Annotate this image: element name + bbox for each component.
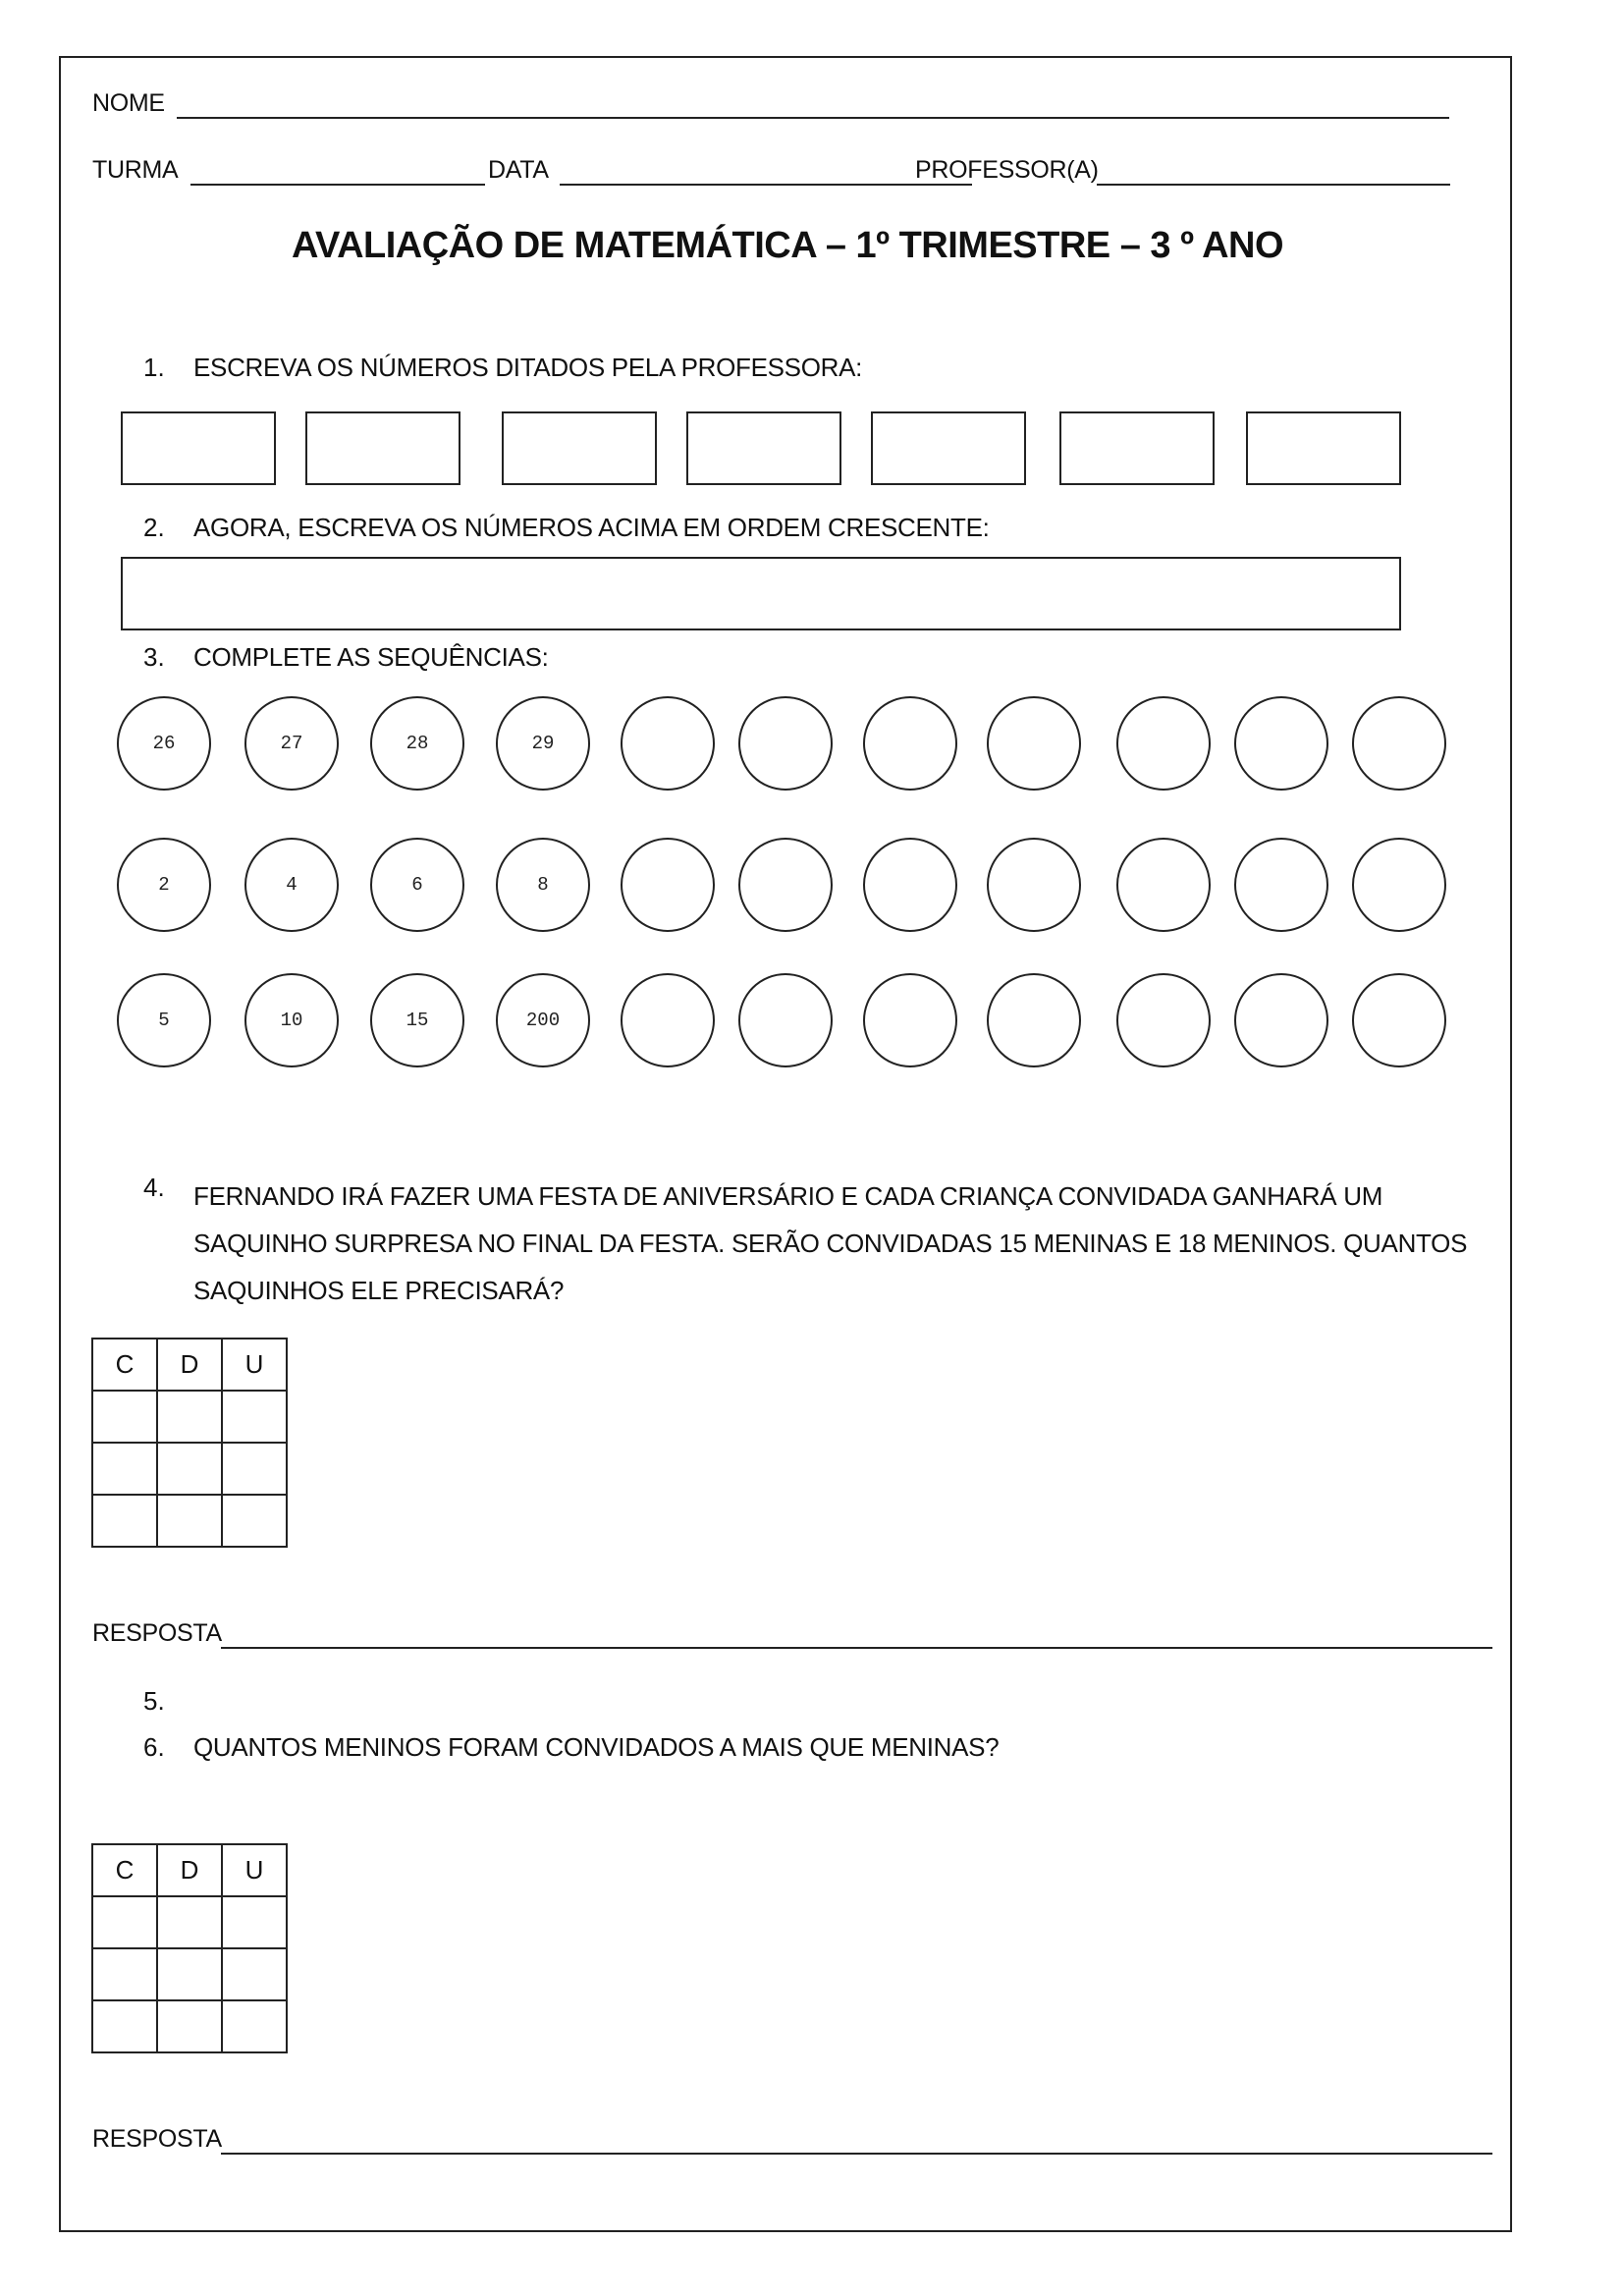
q6-text: QUANTOS MENINOS FORAM CONVIDADOS A MAIS QUE MENINAS?	[193, 1732, 1000, 1762]
date-field[interactable]	[560, 184, 972, 186]
q6-cell[interactable]	[157, 1948, 222, 2000]
sequence-1-cell-11[interactable]	[1352, 696, 1446, 791]
sequence-3-cell-11[interactable]	[1352, 973, 1446, 1067]
sequence-2-cell-2: 4	[244, 838, 339, 932]
q6-cell[interactable]	[222, 1948, 287, 2000]
sequence-1-cell-2: 27	[244, 696, 339, 791]
test-sheet	[59, 56, 1512, 2232]
q4-cell[interactable]	[157, 1391, 222, 1443]
dictation-box-7[interactable]	[1246, 411, 1401, 485]
q4-cell[interactable]	[92, 1495, 157, 1547]
q4-header-c: C	[92, 1339, 157, 1391]
q6-cell[interactable]	[92, 1948, 157, 2000]
q4-number: 4.	[143, 1173, 165, 1202]
sequence-2-cell-11[interactable]	[1352, 838, 1446, 932]
q4-cell[interactable]	[92, 1391, 157, 1443]
sequence-3-cell-6[interactable]	[738, 973, 833, 1067]
q4-cell[interactable]	[222, 1495, 287, 1547]
date-label: DATA	[488, 156, 549, 184]
dictation-box-5[interactable]	[871, 411, 1026, 485]
q6-cell[interactable]	[222, 2000, 287, 2052]
q2-text: AGORA, ESCREVA OS NÚMEROS ACIMA EM ORDEM CRESCENTE:	[193, 513, 990, 542]
q6-cell[interactable]	[92, 1896, 157, 1948]
q4-cell[interactable]	[222, 1443, 287, 1495]
q4-cell[interactable]	[92, 1443, 157, 1495]
sequence-2-cell-6[interactable]	[738, 838, 833, 932]
sequence-1-cell-7[interactable]	[863, 696, 957, 791]
sequence-3-cell-3: 15	[370, 973, 464, 1067]
sequence-1-cell-10[interactable]	[1234, 696, 1328, 791]
sequence-1-cell-8[interactable]	[987, 696, 1081, 791]
teacher-field[interactable]	[1097, 184, 1450, 186]
q4-text: FERNANDO IRÁ FAZER UMA FESTA DE ANIVERSÁRIO E CADA CRIANÇA CONVIDADA GANHARÁ UM SAQUINHO SURPRESA NO FINAL DA FESTA. SERÃO CONVIDADAS 15 MENINAS E 18 MENINOS. QUANTOS SAQUINHOS ELE PRECISARÁ?	[193, 1181, 1468, 1305]
page-title: AVALIAÇÃO DE MATEMÁTICA – 1º TRIMESTRE – 3 º ANO	[291, 225, 1284, 266]
ascending-order-box[interactable]	[121, 557, 1401, 630]
sequence-1-cell-5[interactable]	[621, 696, 715, 791]
q4-answer-field[interactable]	[221, 1647, 1492, 1649]
q4-place-value-table	[91, 1338, 288, 1548]
q6-number: 6.	[143, 1732, 165, 1762]
q4-cell[interactable]	[222, 1391, 287, 1443]
q4-answer-label: RESPOSTA	[92, 1619, 222, 1647]
q3-text: COMPLETE AS SEQUÊNCIAS:	[193, 642, 549, 672]
name-label: NOME	[92, 89, 165, 117]
sequence-3-cell-7[interactable]	[863, 973, 957, 1067]
teacher-label: PROFESSOR(A)	[915, 156, 1099, 184]
sequence-1-cell-4: 29	[496, 696, 590, 791]
sequence-2-cell-5[interactable]	[621, 838, 715, 932]
q6-answer-field[interactable]	[221, 2153, 1492, 2155]
q6-cell[interactable]	[92, 2000, 157, 2052]
name-field[interactable]	[177, 117, 1449, 119]
q4-cell[interactable]	[157, 1443, 222, 1495]
sequence-2-cell-4: 8	[496, 838, 590, 932]
dictation-box-1[interactable]	[121, 411, 276, 485]
sequence-2-cell-1: 2	[117, 838, 211, 932]
q3-number: 3.	[143, 642, 165, 672]
q6-header-c: C	[92, 1844, 157, 1896]
sequence-3-cell-8[interactable]	[987, 973, 1081, 1067]
q4-header-u: U	[222, 1339, 287, 1391]
sequence-2-cell-9[interactable]	[1116, 838, 1211, 932]
q4-header-d: D	[157, 1339, 222, 1391]
q2-number: 2.	[143, 513, 165, 542]
sequence-1-cell-6[interactable]	[738, 696, 833, 791]
dictation-box-4[interactable]	[686, 411, 841, 485]
q1-text: ESCREVA OS NÚMEROS DITADOS PELA PROFESSORA:	[193, 353, 863, 382]
sequence-1-cell-9[interactable]	[1116, 696, 1211, 791]
q6-answer-label: RESPOSTA	[92, 2125, 222, 2153]
sequence-2-cell-3: 6	[370, 838, 464, 932]
sequence-3-cell-10[interactable]	[1234, 973, 1328, 1067]
sequence-2-cell-10[interactable]	[1234, 838, 1328, 932]
sequence-3-cell-9[interactable]	[1116, 973, 1211, 1067]
q6-header-u: U	[222, 1844, 287, 1896]
dictation-box-2[interactable]	[305, 411, 460, 485]
class-label: TURMA	[92, 156, 179, 184]
dictation-box-3[interactable]	[502, 411, 657, 485]
class-field[interactable]	[190, 184, 485, 186]
sequence-1-cell-3: 28	[370, 696, 464, 791]
q6-cell[interactable]	[157, 1896, 222, 1948]
sequence-3-cell-5[interactable]	[621, 973, 715, 1067]
sequence-3-cell-4: 200	[496, 973, 590, 1067]
q6-cell[interactable]	[157, 2000, 222, 2052]
q6-place-value-table	[91, 1843, 288, 2053]
q6-cell[interactable]	[222, 1896, 287, 1948]
sequence-1-cell-1: 26	[117, 696, 211, 791]
sequence-3-cell-1: 5	[117, 973, 211, 1067]
q4-cell[interactable]	[157, 1495, 222, 1547]
sequence-2-cell-8[interactable]	[987, 838, 1081, 932]
q5-number: 5.	[143, 1686, 165, 1716]
q1-number: 1.	[143, 353, 165, 382]
sequence-2-cell-7[interactable]	[863, 838, 957, 932]
dictation-box-6[interactable]	[1059, 411, 1215, 485]
sequence-3-cell-2: 10	[244, 973, 339, 1067]
q6-header-d: D	[157, 1844, 222, 1896]
